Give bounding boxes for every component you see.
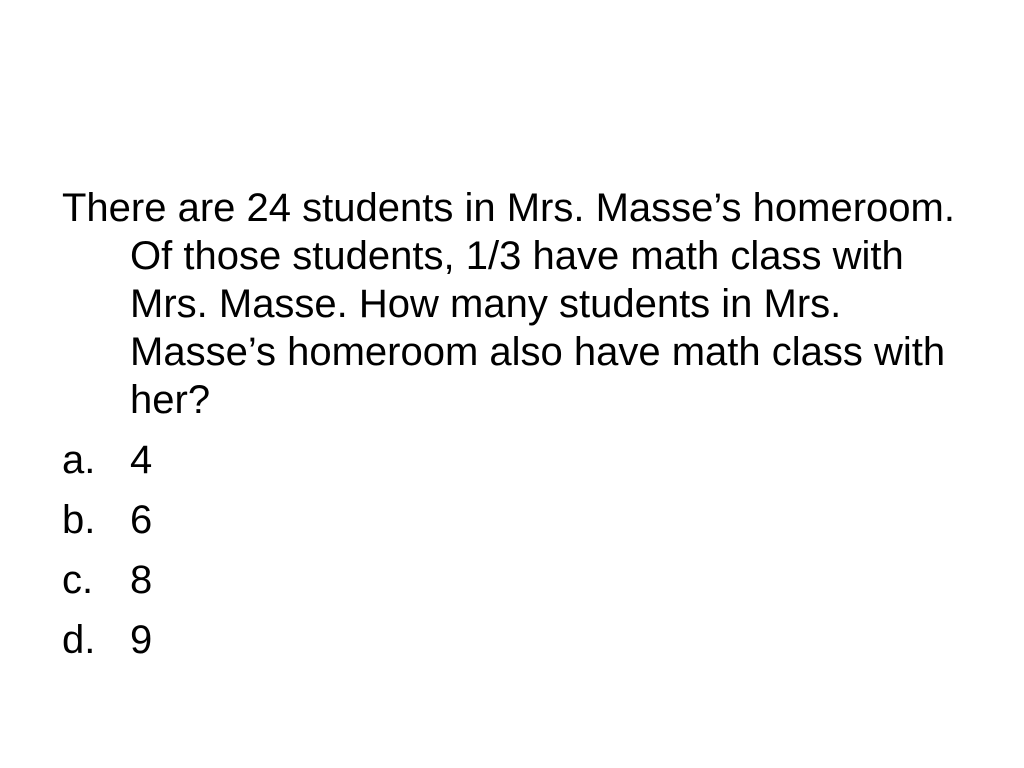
option-letter: b.: [62, 498, 96, 542]
question-text: There are 24 students in Mrs. Masse’s homeroom. Of those students, 1/3 have math class with Mrs. Masse. How many students in Mrs. Masse’s homeroom also have math class with her?: [62, 186, 955, 422]
answer-option-d: [62, 616, 982, 676]
slide-content: [62, 184, 982, 676]
option-value: 4: [130, 438, 153, 482]
option-letter: a.: [62, 438, 96, 482]
answer-option-c: [62, 556, 982, 616]
answer-options: [62, 436, 982, 676]
option-value: 8: [130, 558, 153, 602]
option-letter: d.: [62, 618, 96, 662]
answer-option-a: [62, 436, 982, 496]
option-value: 6: [130, 498, 153, 542]
answer-option-b: [62, 496, 982, 556]
option-value: 9: [130, 618, 153, 662]
option-letter: c.: [62, 558, 94, 602]
